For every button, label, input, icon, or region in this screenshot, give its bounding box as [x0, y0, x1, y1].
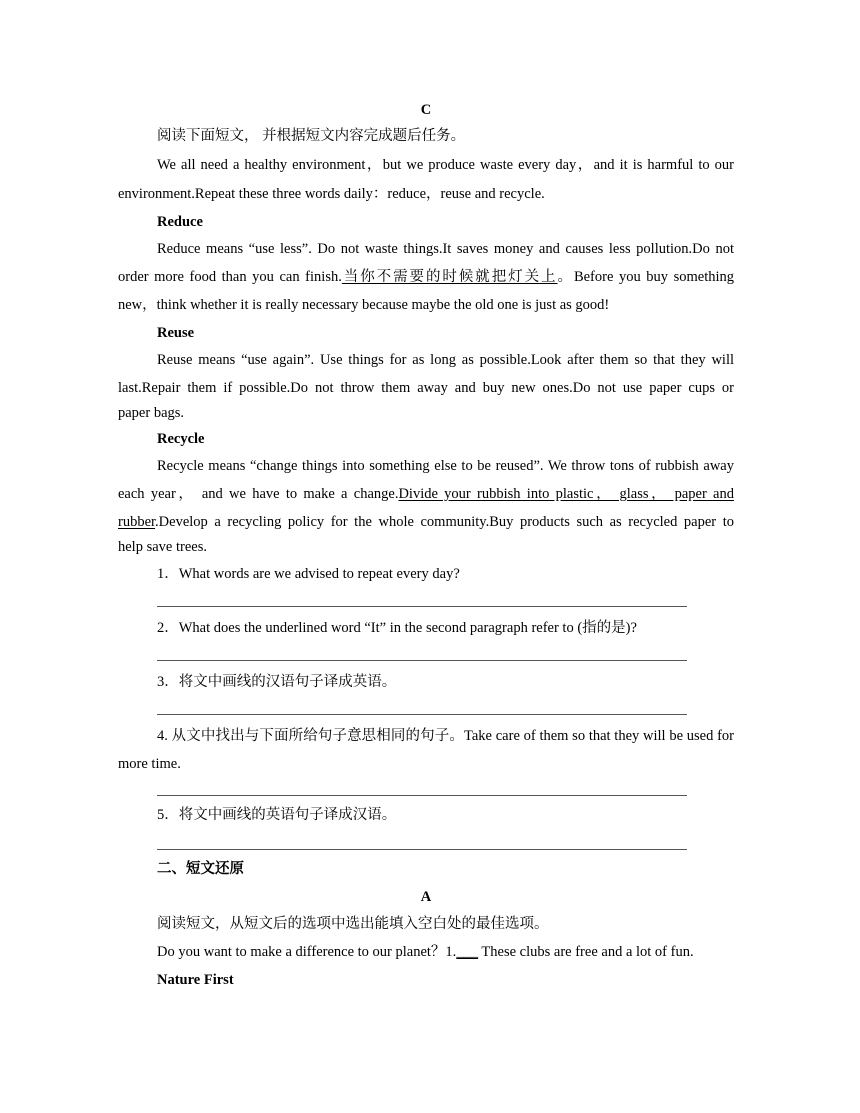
intro-line-2: environment.Repeat these three words daily：reduce，reuse and recycle.	[118, 186, 545, 202]
underlined-english-sentence-end: rubber	[118, 514, 156, 530]
question-3: 3．将文中画线的汉语句子译成英语。	[157, 674, 397, 690]
answer-line-3[interactable]	[157, 714, 687, 715]
reduce-line-3: new，think whether it is really necessary because maybe the old one is just as good!	[118, 297, 610, 313]
answer-line-4[interactable]	[157, 795, 687, 796]
reuse-line-3: paper bags.	[118, 405, 185, 421]
section-heading-a: A	[420, 889, 432, 905]
recycle-line-2: each year， and we have to make a change.Divide your rubbish into plastic， glass， paper and	[118, 486, 734, 502]
reuse-line-1: Reuse means “use again”. Use things for as long as possible.Look after them so that they will	[157, 352, 734, 368]
question-4-line-2: more time.	[118, 756, 181, 772]
answer-line-2[interactable]	[157, 660, 687, 661]
reuse-line-2: last.Repair them if possible.Do not throw them away and buy new ones.Do not use paper cups or	[118, 380, 734, 396]
instruction-a: 阅读短文，从短文后的选项中选出能填入空白处的最佳选项。	[157, 916, 549, 932]
recycle-line-1: Recycle means “change things into something else to be reused”. We throw tons of rubbish away	[157, 458, 734, 474]
answer-line-5[interactable]	[157, 849, 687, 850]
intro-line-1: We all need a healthy environment，but we produce waste every day，and it is harmful to our	[157, 157, 734, 173]
reduce-line-1: Reduce means “use less”. Do not waste things.It saves money and causes less pollution.Do not	[157, 241, 734, 257]
underlined-chinese-sentence: 当你不需要的时候就把灯关上	[341, 269, 558, 285]
answer-line-1[interactable]	[157, 606, 687, 607]
question-1: 1．What words are we advised to repeat every day?	[157, 566, 460, 582]
section-2-title: 二、短文还原	[157, 861, 244, 877]
question-4-line-1: 4. 从文中找出与下面所给句子意思相同的句子。Take care of them so that they will be used for	[157, 728, 734, 744]
underlined-english-sentence: Divide your rubbish into plastic， glass， paper and	[398, 486, 734, 502]
recycle-line-3: rubber.Develop a recycling policy for the whole community.Buy products such as recycled paper to	[118, 514, 734, 530]
recycle-title: Recycle	[157, 431, 205, 447]
instruction-c: 阅读下面短文， 并根据短文内容完成题后任务。	[157, 128, 466, 144]
reduce-line-2: order more food than you can finish.当你不需要的时候就把灯关上。Before you buy something	[118, 269, 734, 285]
section-heading-c: C	[420, 102, 432, 118]
question-2: 2．What does the underlined word “It” in the second paragraph refer to (指的是)?	[157, 620, 637, 636]
nature-first-title: Nature First	[157, 972, 234, 988]
recycle-line-4: help save trees.	[118, 539, 207, 555]
reduce-title: Reduce	[157, 214, 203, 230]
reuse-title: Reuse	[157, 325, 195, 341]
question-5: 5．将文中画线的英语句子译成汉语。	[157, 807, 397, 823]
blank-1[interactable]: ___	[456, 944, 479, 960]
passage-a-line-1: Do you want to make a difference to our planet？1.___ These clubs are free and a lot of fun.	[157, 944, 694, 960]
